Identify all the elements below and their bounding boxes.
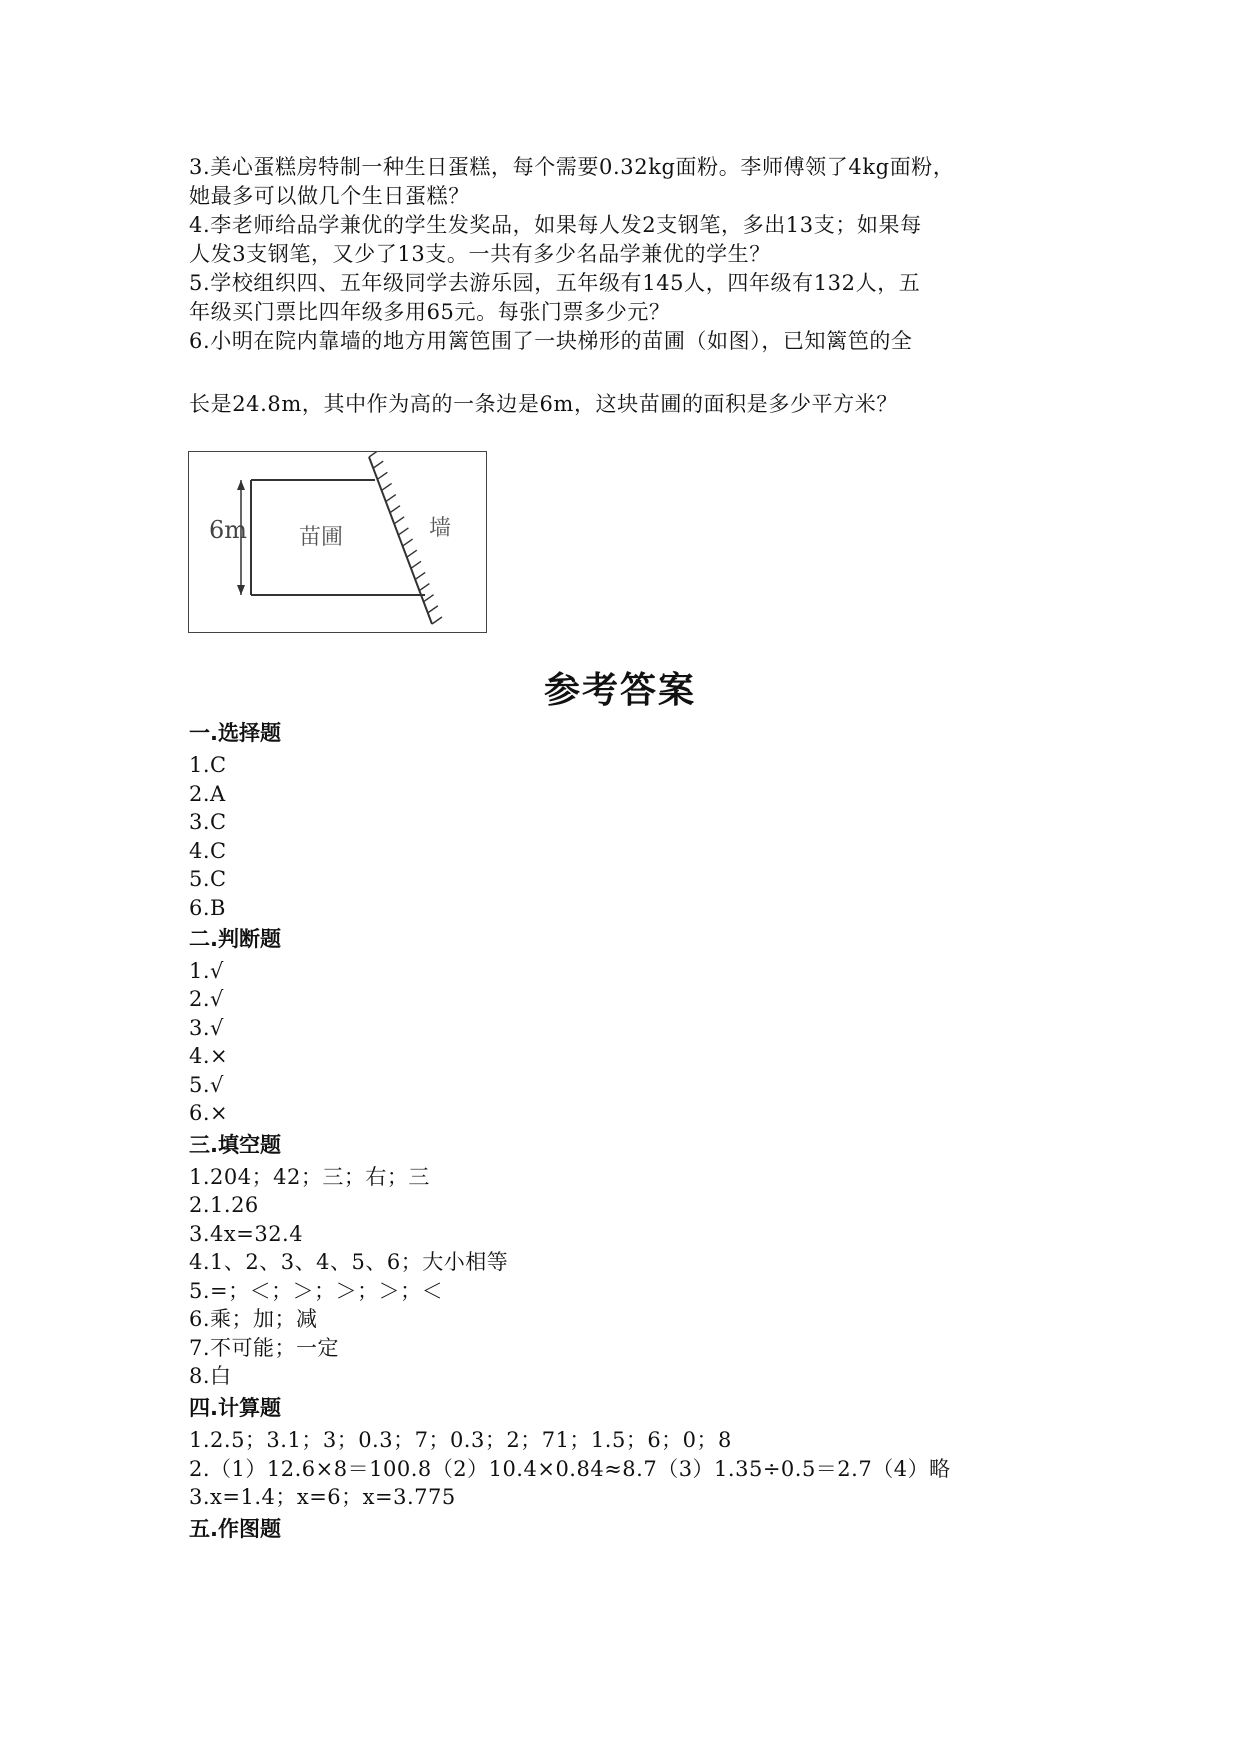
answer-item: 1.C [189, 753, 227, 777]
answer-item: 8.白 [189, 1364, 232, 1388]
answer-item: 4.× [189, 1044, 229, 1068]
wall-hatch-line [390, 506, 400, 513]
answer-item: 1.√ [189, 959, 224, 983]
garden-figure [188, 451, 487, 633]
answer-item: 2.A [189, 782, 226, 806]
answer-item: 1.2.5；3.1；3；0.3；7；0.3；2；71；1.5；6；0；8 [189, 1428, 732, 1452]
question-3-line-2: 她最多可以做几个生日蛋糕？ [189, 184, 470, 208]
answer-item: 3.x=1.4；x=6；x=3.775 [189, 1485, 456, 1509]
wall-hatch-line [407, 550, 417, 557]
height-label: 6m [209, 516, 248, 544]
question-4-line-2: 人发3支钢笔，又少了13支。一共有多少名品学兼优的学生？ [189, 242, 771, 266]
wall-hatch-line [382, 483, 392, 490]
wall-hatch-line [377, 472, 387, 479]
wall-hatch-line [398, 528, 408, 535]
answer-item: 4.1、2、3、4、5、6；大小相等 [189, 1250, 509, 1274]
section-heading-choice: 一.选择题 [189, 721, 281, 745]
question-5-line-2: 年级买门票比四年级多用65元。每张门票多少元？ [189, 300, 671, 324]
question-6-line-1: 6.小明在院内靠墙的地方用篱笆围了一块梯形的苗圃（如图），已知篱笆的全 [189, 329, 913, 353]
section-heading-judgement: 二.判断题 [189, 927, 281, 951]
question-6-line-2: 长是24.8m，其中作为高的一条边是6m，这块苗圃的面积是多少平方米？ [189, 392, 898, 416]
answer-item: 6.B [189, 896, 226, 920]
wall-hatch-line [369, 452, 379, 457]
section-heading-fill-in: 三.填空题 [189, 1133, 281, 1157]
wall-hatch-line [432, 617, 442, 624]
wall-hatch-line [403, 539, 413, 546]
wall-label: 墙 [429, 516, 452, 541]
garden-label: 苗圃 [299, 525, 344, 550]
wall-hatch-line [419, 584, 429, 591]
wall-hatch-line [415, 572, 425, 579]
section-heading-calculation: 四.计算题 [189, 1396, 281, 1420]
answer-item: 1.204；42；三；右；三 [189, 1165, 430, 1189]
answer-item: 3.4x=32.4 [189, 1222, 304, 1246]
wall-hatch-line [394, 517, 404, 524]
garden-diagram [189, 452, 485, 631]
answer-item: 6.乘；加；减 [189, 1307, 318, 1331]
section-heading-drawing: 五.作图题 [189, 1517, 281, 1541]
answer-item: 5.=；＜；＞；＞；＞；＜ [189, 1279, 444, 1303]
question-3-line-1: 3.美心蛋糕房特制一种生日蛋糕，每个需要0.32kg面粉。李师傅领了4kg面粉， [189, 155, 955, 179]
wall-hatch-line [411, 561, 421, 568]
answer-item: 7.不可能；一定 [189, 1336, 340, 1360]
answer-item: 2.√ [189, 987, 224, 1011]
answer-item: 5.C [189, 867, 227, 891]
wall-hatch-line [386, 495, 396, 502]
answer-item: 4.C [189, 839, 227, 863]
answer-item: 3.√ [189, 1016, 224, 1040]
answer-item: 2.（1）12.6×8＝100.8（2）10.4×0.84≈8.7（3）1.35÷0.5＝2.7（4）略 [189, 1457, 951, 1481]
answer-title: 参考答案 [543, 670, 696, 711]
answer-item: 3.C [189, 810, 227, 834]
answer-item: 2.1.26 [189, 1193, 259, 1217]
question-4-line-1: 4.李老师给品学兼优的学生发奖品，如果每人发2支钢笔，多出13支；如果每 [189, 213, 922, 237]
question-5-line-1: 5.学校组织四、五年级同学去游乐园，五年级有145人，四年级有132人，五 [189, 271, 921, 295]
wall-hatch-line [424, 595, 434, 602]
wall-hatch-line [373, 461, 383, 468]
answer-item: 6.× [189, 1101, 229, 1125]
wall-hatch-line [428, 606, 438, 613]
answer-item: 5.√ [189, 1073, 224, 1097]
